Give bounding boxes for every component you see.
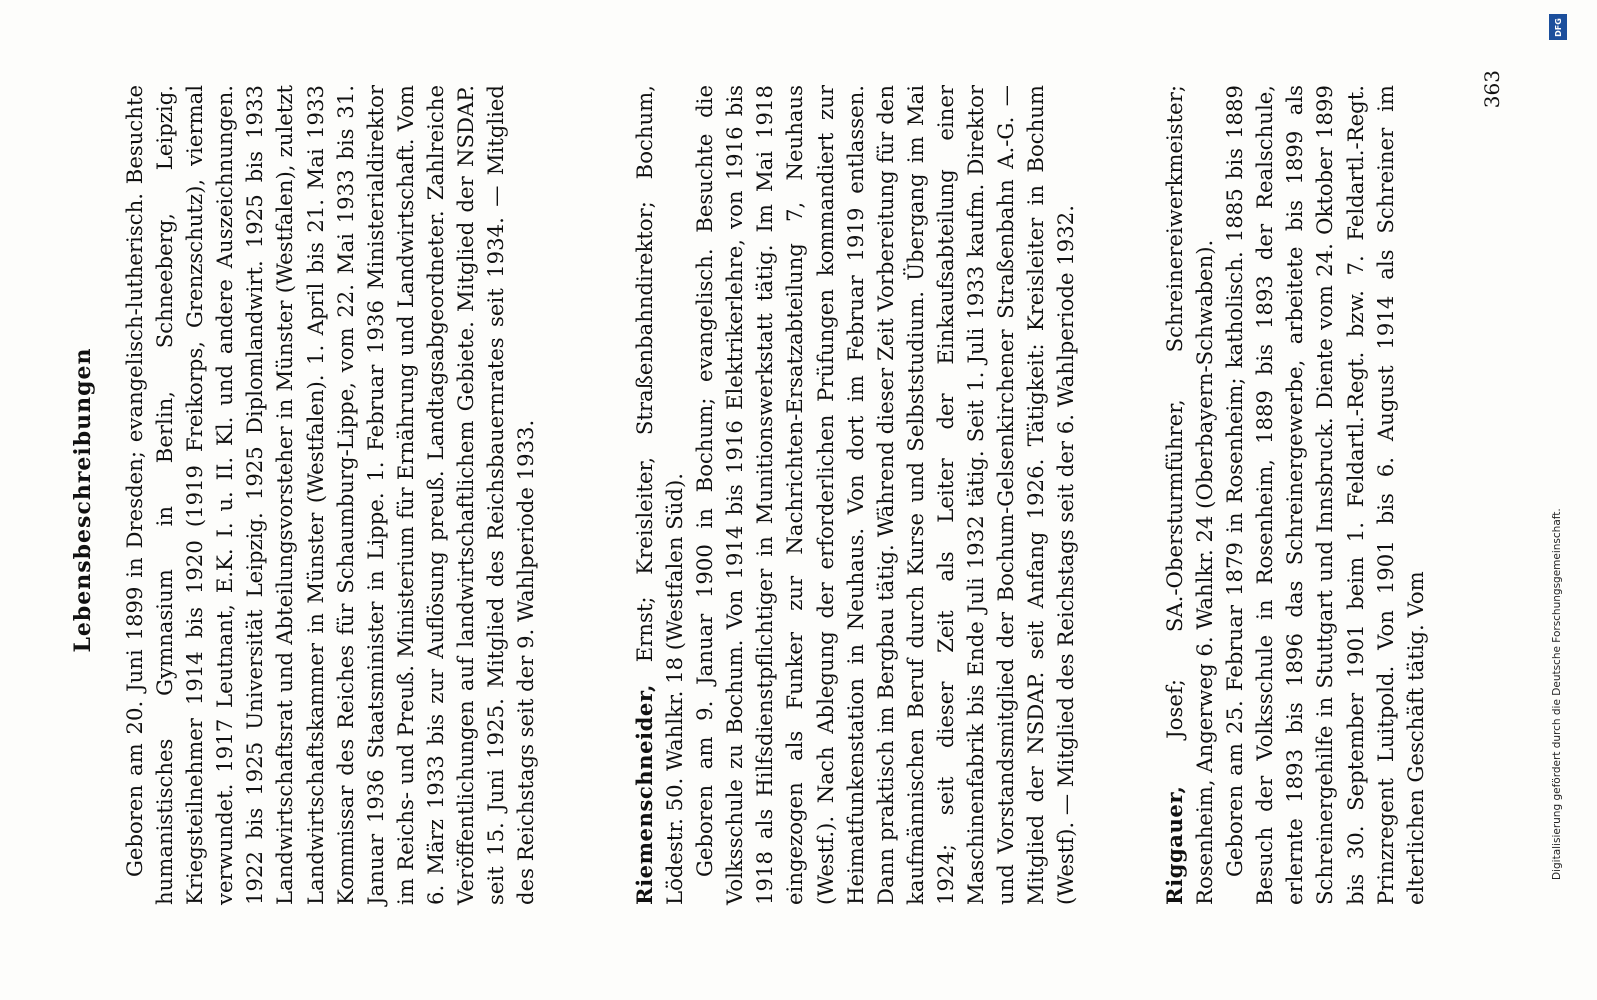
person-name: Riggauer, [1162,785,1187,905]
biography-entry [120,85,541,905]
biography-text: Geboren am 9. Januar 1900 in Bochum; evangelisch. Besuchte die Volksschule zu Bochum. Von 1914 bis 1916 Elektrikerlehre, von 1916 bis 1918 als Hilfsdienstpflichtiger in Munitionswerkstatt tätig. Im Mai 1918 eingezogen als Funker zur Nachrichten-Ersatzabteilung 7, Neuhaus (Westf.). Nach Ablegung der erforderlichen Prüfungen kommandiert zur Heimatfunkenstation in Neuhaus. Von dort im Februar 1919 entlassen. Dann praktisch im Bergbau tätig. Während dieser Zeit Vorbereitung für den kaufmännischen Beruf durch Kurse und Selbststudium. Übergang im Mai 1924; seit dieser Zeit als Leiter der Einkaufsabteilung einer Maschinenfabrik bis Ende Juli 1932 tätig. Seit 1. Juli 1933 kaufm. Direktor und Vorstandsmitglied der Bochum-Gelsenkirchener Straßenbahn A.-G. — Mitglied der NSDAP. seit Anfang 1926. Tätigkeit: Kreisleiter in Bochum (Westf). — Mitglied des Reichstags seit der 6. Wahlperiode 1932. [692,85,1079,905]
funding-note [1545,0,1569,1000]
running-header: Lebensbeschreibungen [70,347,96,653]
logo-text: DFG [1553,17,1563,37]
biography-entry [1160,85,1431,905]
biography-heading [1160,85,1220,905]
biography-heading [630,85,690,905]
biography-text: Geboren am 25. Februar 1879 in Rosenheim; katholisch. 1885 bis 1889 Besuch der Volksschule in Rosenheim, 1889 bis 1893 der Realschule, erlernte 1893 bis 1896 das Schreinergewerbe, arbeitete bis 1899 als Schreinergehilfe in Stuttgart und Innsbruck. Diente vom 24. Oktober 1899 bis 30. September 1901 beim 1. Feldartl.-Regt. bzw. 7. Feldartl.-Regt. Prinzregent Luitpold. Von 1901 bis 6. August 1914 als Schreiner im elterlichen Geschäft tätig. Vom [1222,85,1428,905]
page-number: 363 [1480,70,1504,109]
person-details: Josef; SA.-Obersturmführer, Schreinereiwerkmeister; Rosenheim, Angerweg 6. Wahlkr. 24 (Oberbayern-Schwaben). [1162,85,1218,905]
biography-entry [630,85,1081,905]
person-name: Riemenschneider, [632,684,657,905]
biography-text: Geboren am 20. Juni 1899 in Dresden; evangelisch-lutherisch. Besuchte humanistisches Gymnasium in Berlin, Schneeberg, Leipzig. Kriegsteilnehmer 1914 bis 1920 (1919 Freikorps, Grenzschutz), viermal verwundet. 1917 Leutnant, E.K. I. u. II. Kl. und andere Auszeichnungen. 1922 bis 1925 Universität Leipzig. 1925 Diplomlandwirt. 1925 bis 1933 Landwirtschaftsrat und Abteilungsvorsteher in Münster (Westfalen), zuletzt Landwirtschaftskammer in Münster (Westfalen). 1. April bis 21. Mai 1933 Kommissar des Reiches für Schaumburg-Lippe, vom 22. Mai 1933 bis 31. Januar 1936 Staatsminister in Lippe. 1. Februar 1936 Ministerialdirektor im Reichs- und Preuß. Ministerium für Ernährung und Landwirtschaft. Vom 6. März 1933 bis zur Auflösung preuß. Landtagsabgeordneter. Zahlreiche Veröffentlichungen auf landwirtschaftlichem Gebiete. Mitglied der NSDAP. seit 15. Juni 1925. Mitglied des Reichsbauernrates seit 1934. — Mitglied des Reichstags seit der 9. Wahlperiode 1933. [122,85,539,905]
person-details: Ernst; Kreisleiter, Straßenbahndirektor; Bochum, Lödestr. 50. Wahlkr. 18 (Westfalen Süd). [632,85,688,905]
funding-note-text: Digitalisierung gefördert durch die Deutsche Forschungsgemeinschaft. [1551,508,1563,880]
